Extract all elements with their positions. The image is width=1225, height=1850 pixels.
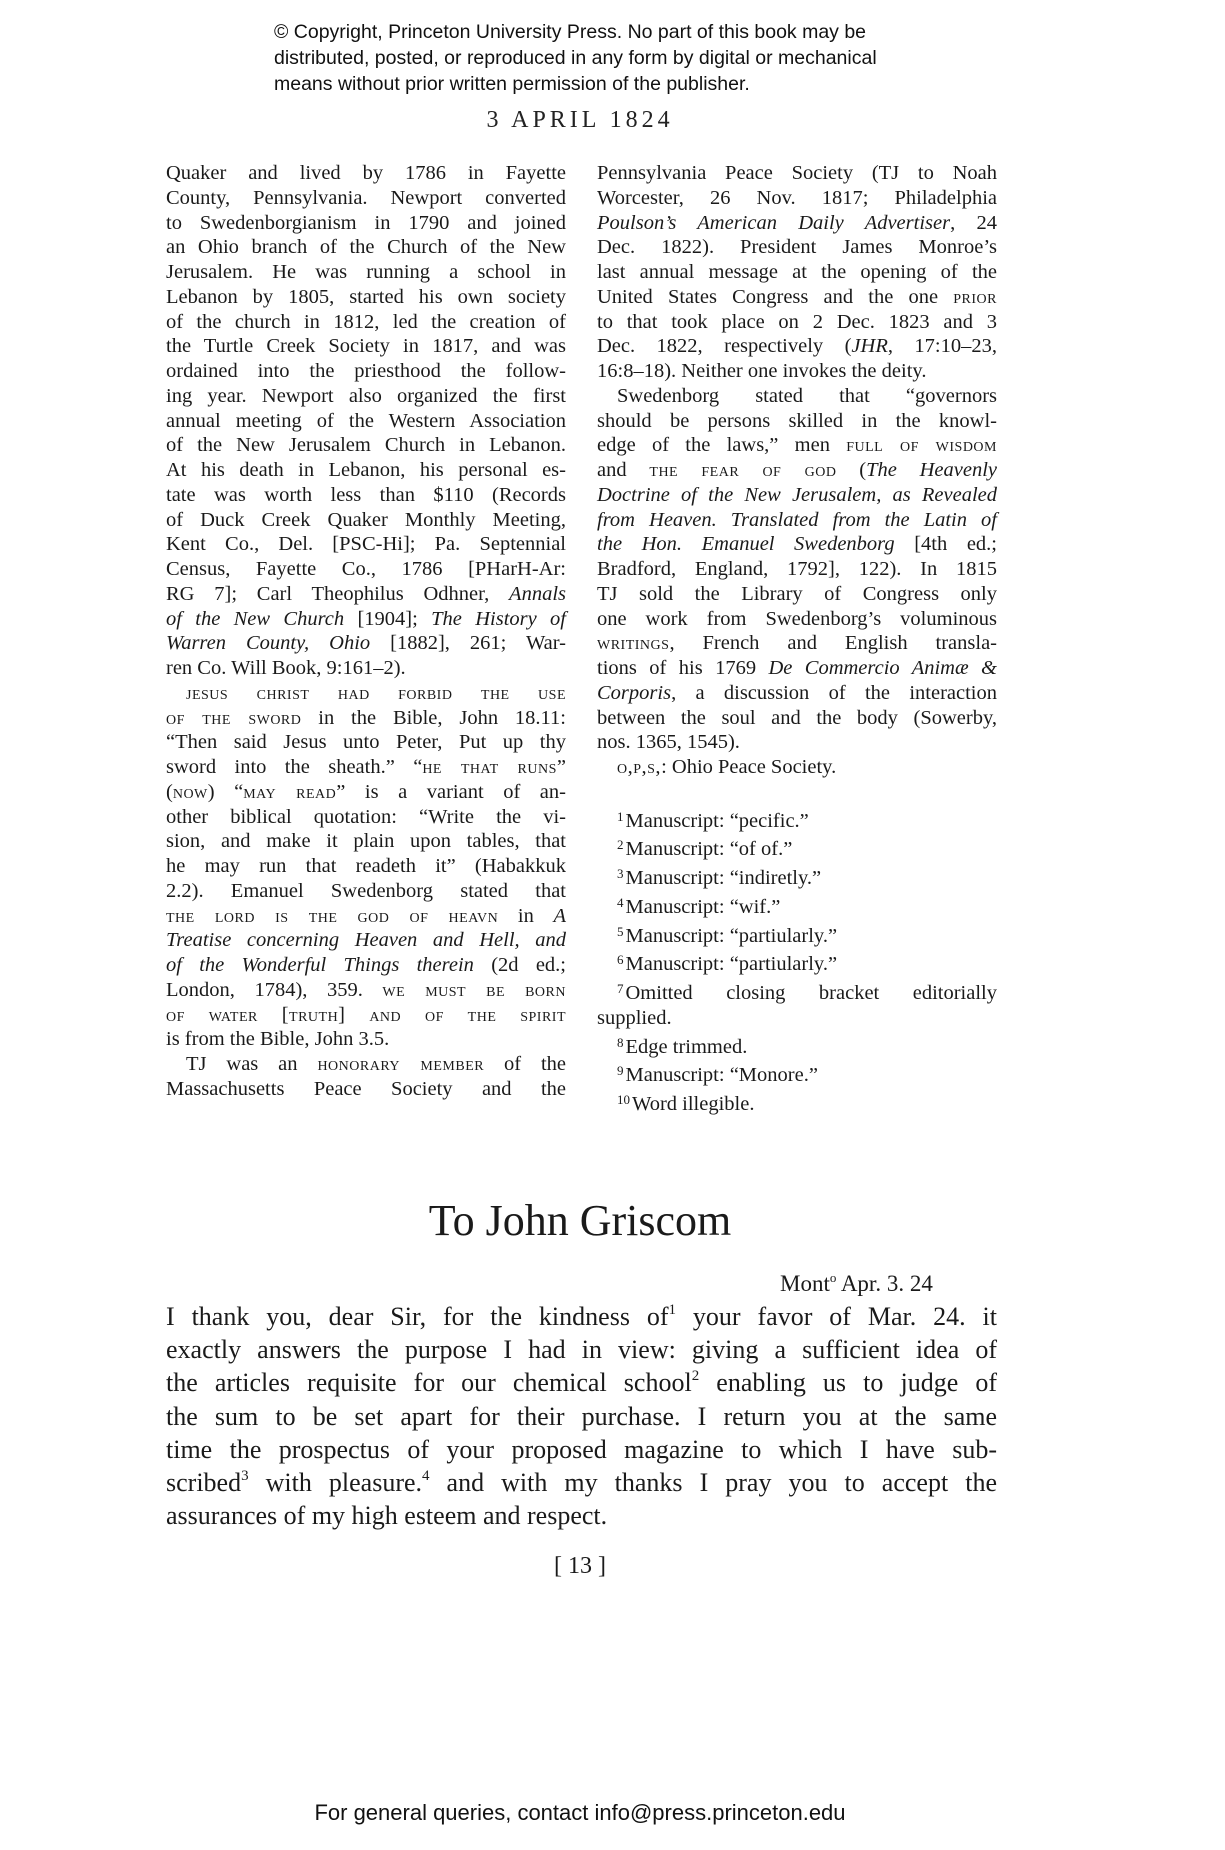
text-line <box>597 285 997 310</box>
text-line: Swedenborg stated that “governors <box>617 384 997 407</box>
footnote-number: 9 <box>617 1063 624 1079</box>
text-line <box>166 582 566 607</box>
text-run: ” is a variant of an- <box>336 780 566 803</box>
footnote-number: 6 <box>617 952 624 968</box>
quoted-phrase: of the sword <box>166 706 302 729</box>
text-line <box>597 681 997 706</box>
text-line: of the church in 1812, led the creation of <box>166 310 566 333</box>
footnote <box>597 1059 997 1088</box>
text-line <box>166 1052 566 1077</box>
text-line <box>597 334 997 359</box>
text-line <box>597 458 997 483</box>
title-jhr: JHR <box>851 335 888 358</box>
footnote-number: 8 <box>617 1034 624 1050</box>
text-run: [4th ed.; <box>894 533 997 556</box>
text-run: [1904]; <box>344 607 432 630</box>
letter-line: the sum to be set apart for their purchase. I return you at the same <box>166 1401 997 1431</box>
text-run: , French and English transla- <box>669 632 997 655</box>
text-run: , 24 <box>950 211 997 234</box>
title-commercio: De Commercio Animæ & <box>768 657 997 679</box>
running-head: 3 APRIL 1824 <box>486 107 674 133</box>
text-line: County, Pennsylvania. Newport converted <box>166 186 566 209</box>
letter-title: To John Griscom <box>428 1196 732 1245</box>
text-run: the articles requisite for our chemical school <box>166 1368 692 1398</box>
footnote-text: Manuscript: “indiretly.” <box>625 867 822 889</box>
text-line: of the New Jerusalem Church in Lebanon. <box>166 434 566 457</box>
text-run: ” <box>556 756 566 778</box>
text-line: Lebanon by 1805, started his own society <box>166 285 566 308</box>
text-line: annual meeting of the Western Association <box>166 409 566 432</box>
footnote-text: Manuscript: “partiularly.” <box>625 953 838 976</box>
quoted-phrase: may read <box>243 780 337 803</box>
text-run: I thank you, dear Sir, for the kindness of <box>166 1302 669 1331</box>
quoted-phrase: honorary member <box>317 1053 485 1075</box>
quoted-phrase: jesus christ had forbid the use <box>186 681 566 704</box>
footnote-text: Manuscript: “of of.” <box>625 838 793 861</box>
text-run: United States Congress and the one <box>597 285 954 308</box>
letter-line <box>166 1300 997 1333</box>
footnote <box>597 1031 997 1060</box>
text-line: Bradford, England, 1792], 122). In 1815 <box>597 558 997 580</box>
copyright-line: distributed, posted, or reproduced in any form by digital or mechanical <box>274 47 877 69</box>
footnote <box>597 948 997 977</box>
text-run: edge of the laws,” men <box>597 434 847 457</box>
title-heavenly-cont: the Hon. Emanuel Swedenborg <box>597 533 895 556</box>
title-history-cont: Warren County, Ohio <box>166 632 371 655</box>
footnotes <box>597 805 997 1117</box>
text-run: with pleasure. <box>248 1468 423 1498</box>
right-column <box>597 161 997 1117</box>
letter-line: assurances of my high esteem and respect. <box>166 1501 608 1531</box>
text-line <box>597 433 997 458</box>
text-run: (2d ed.; <box>473 954 566 976</box>
text-line <box>166 953 566 978</box>
text-line: At his death in Lebanon, his personal es- <box>166 459 566 481</box>
text-run: , a discussion of the interaction <box>671 681 997 704</box>
text-line: one work from Swedenborg’s voluminous <box>597 607 997 630</box>
text-run: and with my thanks I pray you to accept the <box>429 1468 997 1498</box>
text-line: he may run that readeth it” (Habakkuk <box>166 855 566 877</box>
text-line: sion, and make it plain upon tables, that <box>166 830 566 853</box>
footnote-ref: 3 <box>241 1468 249 1485</box>
copyright-notice <box>274 19 994 97</box>
text-run: TJ was an <box>186 1053 318 1075</box>
footnote-number: 1 <box>617 808 624 824</box>
footnote-text: Word illegible. <box>632 1093 755 1115</box>
text-line <box>166 681 566 706</box>
text-line: Dec. 1822). President James Monroe’s <box>597 236 997 259</box>
title-poulson: Poulson’s American Daily Advertiser <box>597 211 951 234</box>
text-line <box>166 928 566 953</box>
text-run: ( <box>836 459 867 481</box>
text-line: tate was worth less than $110 (Records <box>166 483 566 506</box>
text-line <box>597 755 997 780</box>
text-line: “Then said Jesus unto Peter, Put up thy <box>166 731 566 754</box>
text-line <box>597 508 997 533</box>
text-line: TJ sold the Library of Congress only <box>597 582 997 605</box>
footnote-number: 10 <box>617 1092 630 1107</box>
text-line: to that took place on 2 Dec. 1823 and 3 <box>597 310 997 333</box>
title-treatise-cont: Treatise concerning Heaven and Hell, and <box>166 929 566 952</box>
text-line <box>597 656 997 681</box>
text-line: Jerusalem. He was running a school in <box>166 261 566 283</box>
text-line <box>166 631 566 656</box>
copyright-line: means without prior written permission of the publisher. <box>274 73 750 95</box>
quoted-phrase: the lord is the god of heavn <box>166 904 499 927</box>
letter-line: time the prospectus of your proposed magazine to which I have sub- <box>166 1434 997 1464</box>
text-line: ren Co. Will Book, 9:161–2). <box>166 657 406 679</box>
title-heavenly-cont: Doctrine of the New Jerusalem, as Revealed <box>597 483 997 506</box>
text-run: enabling us to judge of <box>699 1368 998 1398</box>
text-line: last annual message at the opening of the <box>597 261 997 283</box>
text-run: ( <box>166 780 173 803</box>
letter-line: exactly answers the purpose I had in view: giving a sufficient idea of <box>166 1335 997 1365</box>
text-line: of Duck Creek Quaker Monthly Meeting, <box>166 508 566 531</box>
dateline-date: Apr. 3. 24 <box>836 1271 933 1296</box>
footnote-text: Manuscript: “pecific.” <box>625 809 809 832</box>
text-line: ing year. Newport also organized the first <box>166 384 566 407</box>
text-run: tions of his 1769 <box>597 657 769 679</box>
text-run: sword into the sheath.” “ <box>166 756 423 778</box>
footnote-ref: 4 <box>422 1468 430 1485</box>
text-run: RG 7]; Carl Theophilus Odhner, <box>166 582 510 605</box>
text-line: Pennsylvania Peace Society (TJ to Noah <box>597 162 997 184</box>
text-line: ordained into the priesthood the follow- <box>166 360 566 382</box>
footnote-number: 5 <box>617 923 624 939</box>
letter-line <box>166 1366 997 1399</box>
dateline-place: Mont <box>780 1271 830 1296</box>
text-run: scribed <box>166 1468 242 1498</box>
text-run: , 17:10–23, <box>887 335 997 358</box>
text-line: should be persons skilled in the knowl- <box>597 409 997 432</box>
text-run: in <box>498 904 554 927</box>
title-treatise-cont: of the Wonderful Things therein <box>166 954 474 976</box>
footnote-number: 7 <box>617 981 624 996</box>
text-line: 16:8–18). Neither one invokes the deity. <box>597 360 927 382</box>
text-line <box>597 631 997 656</box>
text-line: is from the Bible, John 3.5. <box>166 1028 390 1051</box>
quoted-phrase: of water [truth] and of the spirit <box>166 1003 566 1026</box>
text-run: Dec. 1822, respectively ( <box>597 335 852 358</box>
text-line <box>166 978 566 1003</box>
quoted-phrase: prior <box>953 285 997 308</box>
text-line: an Ohio branch of the Church of the New <box>166 236 566 259</box>
text-run: and <box>597 459 650 481</box>
text-line: between the soul and the body (Sowerby, <box>597 706 997 729</box>
title-annals: Annals <box>509 582 566 605</box>
footnote-number: 4 <box>617 894 624 910</box>
footnote <box>597 977 997 1006</box>
text-line <box>166 755 566 780</box>
footnote-text: Omitted closing bracket editorially <box>625 982 997 1004</box>
footnote-text: Edge trimmed. <box>625 1035 748 1058</box>
footnote <box>597 1088 997 1117</box>
footnote-ref: 1 <box>668 1302 677 1318</box>
copyright-line: © Copyright, Princeton University Press. No part of this book may be <box>274 21 867 43</box>
text-line: nos. 1365, 1545). <box>597 731 740 754</box>
quoted-phrase: now <box>172 780 208 803</box>
text-run: [1882], 261; War- <box>370 632 567 655</box>
text-run: London, 1784), 359. <box>166 978 383 1001</box>
quoted-phrase: full of wisdom <box>846 434 997 457</box>
text-line <box>597 532 997 557</box>
text-line <box>597 211 997 236</box>
footer-contact: For general queries, contact info@press.princeton.edu <box>314 1800 846 1825</box>
text-line <box>166 706 566 731</box>
page-number: [ 13 ] <box>554 1553 606 1579</box>
text-line: Quaker and lived by 1786 in Fayette <box>166 162 566 184</box>
title-history: The History of <box>431 607 566 630</box>
text-line: Census, Fayette Co., 1786 [PHarH-Ar: <box>166 558 566 580</box>
text-line: to Swedenborgianism in 1790 and joined <box>166 211 566 234</box>
footnote <box>597 833 997 862</box>
footnote-number: 2 <box>617 837 624 853</box>
spacer <box>597 780 997 805</box>
quoted-phrase: the fear of god <box>649 459 837 481</box>
title-heavenly-cont: from Heaven. Translated from the Latin of <box>597 508 997 531</box>
title-annals-cont: of the New Church <box>166 607 345 630</box>
quoted-phrase: he that runs <box>422 756 557 778</box>
footnote-number: 3 <box>617 866 624 881</box>
text-run: : Ohio Peace Society. <box>661 756 837 778</box>
text-line: Worcester, 26 Nov. 1817; Philadelphia <box>597 186 997 209</box>
text-line: Massachusetts Peace Society and the <box>166 1077 566 1100</box>
title-heavenly: The Heavenly <box>866 459 998 481</box>
footnote <box>597 805 997 834</box>
text-line: 2.2). Emanuel Swedenborg stated that <box>166 879 566 902</box>
text-line <box>166 1003 566 1028</box>
text-run: “ <box>214 780 244 803</box>
footnote-continuation: supplied. <box>597 1006 672 1029</box>
text-line <box>166 607 566 632</box>
title-treatise: A <box>553 904 566 927</box>
text-run: of the <box>484 1053 566 1075</box>
footnote <box>597 920 997 949</box>
letter-line <box>166 1466 997 1499</box>
quoted-phrase: o,p,s, <box>617 756 662 778</box>
text-run: in the Bible, John 18.11: <box>301 706 566 729</box>
footnote <box>597 891 997 920</box>
title-commercio-cont: Corporis <box>597 681 672 704</box>
footnote-text: Manuscript: “Monore.” <box>625 1064 818 1087</box>
text-line: the Turtle Creek Society in 1817, and was <box>166 335 566 358</box>
dateline-superscript: o <box>829 1270 837 1285</box>
quoted-phrase: writings <box>597 632 670 655</box>
footnote-text: Manuscript: “wif.” <box>625 895 781 918</box>
quoted-phrase: we must be born <box>382 978 566 1001</box>
text-line <box>166 904 566 929</box>
text-run: ) <box>207 780 215 803</box>
footnote-text: Manuscript: “partiularly.” <box>625 924 838 947</box>
footnote-ref: 2 <box>691 1368 700 1385</box>
text-line <box>597 483 997 508</box>
letter-dateline <box>780 1270 933 1297</box>
footnote <box>597 862 997 891</box>
left-column <box>166 161 566 1102</box>
text-line <box>166 780 566 805</box>
letter-body <box>166 1300 997 1532</box>
text-run: your favor of Mar. 24. it <box>676 1302 997 1331</box>
text-line: Kent Co., Del. [PSC-Hi]; Pa. Septennial <box>166 533 566 556</box>
text-line: other biblical quotation: “Write the vi- <box>166 805 566 828</box>
